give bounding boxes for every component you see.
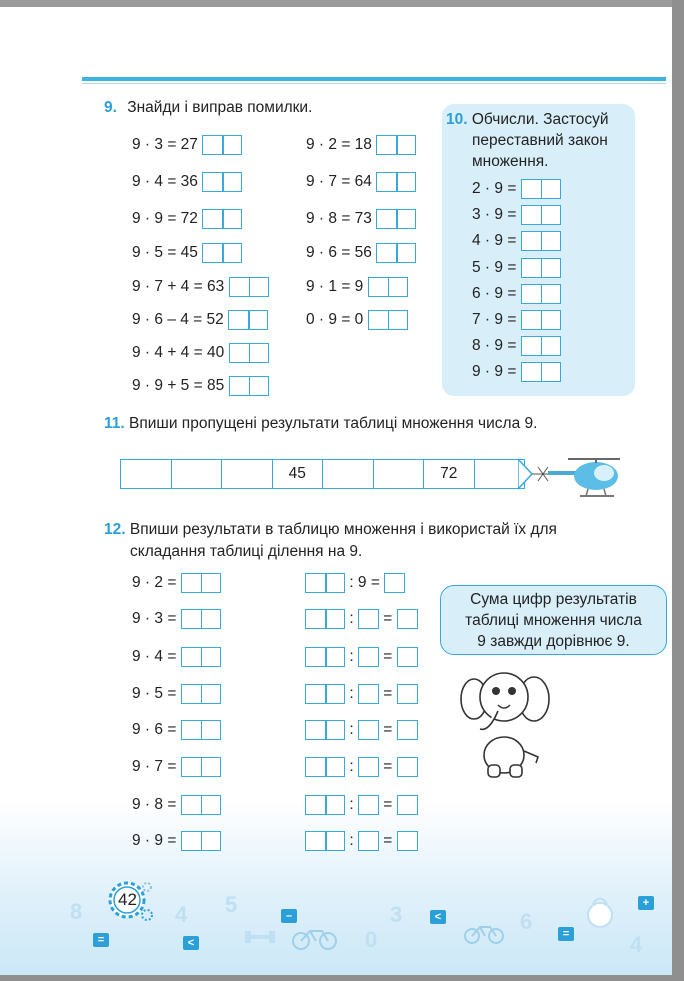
answer-box[interactable] xyxy=(376,135,416,155)
division-row: : = xyxy=(305,831,418,851)
equation-row: 9 · 7 = xyxy=(132,757,221,777)
answer-box[interactable] xyxy=(376,172,416,192)
answer-box[interactable] xyxy=(229,376,269,396)
exercise-title: Впиши пропущені результати таблиці множення числа 9. xyxy=(129,415,538,432)
answer-box[interactable] xyxy=(181,684,221,704)
answer-box[interactable] xyxy=(521,231,561,251)
exercise-number: 9. xyxy=(104,99,117,116)
equation-row: 9 · 7 + 4 = 63 xyxy=(132,277,269,297)
division-row: : = xyxy=(305,647,418,667)
equation-row: 9 · 5 = 45 xyxy=(132,243,242,263)
equation-row: 9 · 9 = xyxy=(472,362,561,382)
answer-box[interactable] xyxy=(181,647,221,667)
division-row: : = xyxy=(305,720,418,740)
answer-box[interactable] xyxy=(305,573,345,593)
answer-box[interactable] xyxy=(358,609,379,629)
exercise-12-heading: 12. Впиши результати в таблицю множення і використай їх для складання таблиці ділення на 9. xyxy=(104,521,557,560)
answer-box[interactable] xyxy=(521,205,561,225)
decor-digit: 8 xyxy=(70,899,83,924)
equation-row: 9 · 3 = 27 xyxy=(132,135,242,155)
equation-row: 9 · 4 + 4 = 40 xyxy=(132,343,269,363)
decor-sign: < xyxy=(430,910,446,924)
decor-sign: + xyxy=(638,896,654,910)
equation-row: 6 · 9 = xyxy=(472,284,561,304)
answer-box[interactable] xyxy=(305,720,345,740)
tip-text: Сума цифр результатів xyxy=(470,591,637,608)
answer-box[interactable] xyxy=(358,757,379,777)
strip-cell: 72 xyxy=(423,459,474,489)
kettlebell-icon xyxy=(585,893,615,929)
exercise-number: 10. xyxy=(446,111,468,128)
page-shadow-right xyxy=(672,0,684,981)
division-row: : = xyxy=(305,609,418,629)
decor-digit: 4 xyxy=(175,902,188,927)
answer-box[interactable] xyxy=(521,362,561,382)
answer-box[interactable] xyxy=(181,573,221,593)
answer-box[interactable] xyxy=(202,135,242,155)
answer-box[interactable] xyxy=(368,277,408,297)
answer-box[interactable] xyxy=(521,179,561,199)
equation-row: 9 · 9 + 5 = 85 xyxy=(132,376,269,396)
equation-row: 9 · 5 = xyxy=(132,684,221,704)
answer-box[interactable] xyxy=(521,336,561,356)
decor-sign: = xyxy=(558,927,574,941)
tip-text: таблиці множення числа xyxy=(465,612,642,629)
answer-box[interactable] xyxy=(397,795,418,815)
answer-box[interactable] xyxy=(305,609,345,629)
header-rule-thin xyxy=(82,83,666,84)
answer-box[interactable] xyxy=(397,609,418,629)
tip-text: 9 завжди дорівнює 9. xyxy=(477,633,630,650)
answer-box[interactable] xyxy=(358,647,379,667)
answer-box[interactable] xyxy=(521,284,561,304)
helicopter-icon xyxy=(518,451,623,503)
answer-box[interactable] xyxy=(305,684,345,704)
equation-row: 9 · 6 = 56 xyxy=(306,243,416,263)
equation-row: 9 · 6 = xyxy=(132,720,221,740)
answer-box[interactable] xyxy=(181,720,221,740)
answer-box[interactable] xyxy=(368,310,408,330)
strip-cell[interactable] xyxy=(373,459,424,489)
answer-box[interactable] xyxy=(397,757,418,777)
number-strip xyxy=(120,459,525,489)
equation-row: 8 · 9 = xyxy=(472,336,561,356)
answer-box[interactable] xyxy=(358,795,379,815)
equation-row: 9 · 2 = 18 xyxy=(306,135,416,155)
equation-row: 9 · 9 = xyxy=(132,831,221,851)
answer-box[interactable] xyxy=(229,277,269,297)
division-row: : = xyxy=(305,757,418,777)
answer-box[interactable] xyxy=(397,684,418,704)
dumbbell-icon xyxy=(243,929,277,945)
exercise-title: Впиши результати в таблицю множення і використай їх для xyxy=(129,521,557,538)
answer-box[interactable] xyxy=(305,795,345,815)
strip-cell[interactable] xyxy=(171,459,222,489)
answer-box[interactable] xyxy=(202,172,242,192)
answer-box[interactable] xyxy=(358,720,379,740)
exercise-11-heading xyxy=(104,415,537,433)
page-shadow-bottom xyxy=(0,975,684,981)
equation-row: 9 · 2 = xyxy=(132,573,221,593)
equation-row: 9 · 3 = xyxy=(132,609,221,629)
strip-cell: 45 xyxy=(272,459,323,489)
strip-cell[interactable] xyxy=(221,459,272,489)
answer-box[interactable] xyxy=(521,310,561,330)
answer-box[interactable] xyxy=(305,647,345,667)
decor-digit: 6 xyxy=(520,909,533,934)
equation-row: 9 · 7 = 64 xyxy=(306,172,416,192)
equation-row: 5 · 9 = xyxy=(472,258,561,278)
elephant-illustration-icon xyxy=(458,659,554,781)
answer-box[interactable] xyxy=(181,795,221,815)
division-row: : = xyxy=(305,684,418,704)
tip-bubble xyxy=(440,585,667,655)
equation-row: 0 · 9 = 0 xyxy=(306,310,408,330)
answer-box[interactable] xyxy=(229,343,269,363)
exercise-number: 11. xyxy=(104,415,125,432)
decor-digit: 4 xyxy=(630,932,643,957)
answer-box[interactable] xyxy=(181,831,221,851)
equation-row: 4 · 9 = xyxy=(472,231,561,251)
answer-box[interactable] xyxy=(181,757,221,777)
equation-row: 9 · 4 = xyxy=(132,647,221,667)
equation-row: 2 · 9 = xyxy=(472,179,561,199)
equation-row: 9 · 9 = 72 xyxy=(132,209,242,229)
equation-row: 3 · 9 = xyxy=(472,205,561,225)
equation-row: 7 · 9 = xyxy=(472,310,561,330)
exercise-number: 12. xyxy=(104,521,126,538)
exercise-title: Обчисли. Застосуй xyxy=(471,111,609,128)
strip-cell[interactable] xyxy=(322,459,373,489)
page-number: 42 xyxy=(118,890,137,909)
answer-box[interactable] xyxy=(358,831,379,851)
division-row: : 9 = xyxy=(305,573,405,593)
decor-digit: 5 xyxy=(225,892,238,917)
textbook-page xyxy=(0,7,672,975)
answer-box[interactable] xyxy=(384,573,405,593)
exercise-10-heading: 10. Обчисли. Застосуй переставний закон множення. xyxy=(446,111,609,170)
equation-row: 9 · 8 = 73 xyxy=(306,209,416,229)
exercise-title: Знайди і виправ помилки. xyxy=(127,99,313,116)
answer-box[interactable] xyxy=(358,684,379,704)
decor-sign: – xyxy=(281,909,297,923)
equation-row: 9 · 6 – 4 = 52 xyxy=(132,310,268,330)
decor-digit: 3 xyxy=(390,902,403,927)
division-row: : = xyxy=(305,795,418,815)
exercise-9-heading xyxy=(104,99,312,117)
strip-cell[interactable] xyxy=(120,459,171,489)
bicycle-icon xyxy=(292,927,338,951)
answer-box[interactable] xyxy=(228,310,268,330)
answer-box[interactable] xyxy=(376,243,416,263)
answer-box[interactable] xyxy=(305,831,345,851)
answer-box[interactable] xyxy=(397,647,418,667)
decor-sign: < xyxy=(183,936,199,950)
answer-box[interactable] xyxy=(397,831,418,851)
answer-box[interactable] xyxy=(305,757,345,777)
equation-row: 9 · 8 = xyxy=(132,795,221,815)
header-rule xyxy=(82,77,666,81)
answer-box[interactable] xyxy=(397,720,418,740)
decor-sign: = xyxy=(93,933,109,947)
answer-box[interactable] xyxy=(521,258,561,278)
equation-row: 9 · 4 = 36 xyxy=(132,172,242,192)
answer-box[interactable] xyxy=(202,209,242,229)
equation-row: 9 · 1 = 9 xyxy=(306,277,408,297)
answer-box[interactable] xyxy=(376,209,416,229)
decor-digit: 0 xyxy=(365,927,378,952)
answer-box[interactable] xyxy=(181,609,221,629)
bicycle-icon xyxy=(464,923,504,945)
answer-box[interactable] xyxy=(202,243,242,263)
